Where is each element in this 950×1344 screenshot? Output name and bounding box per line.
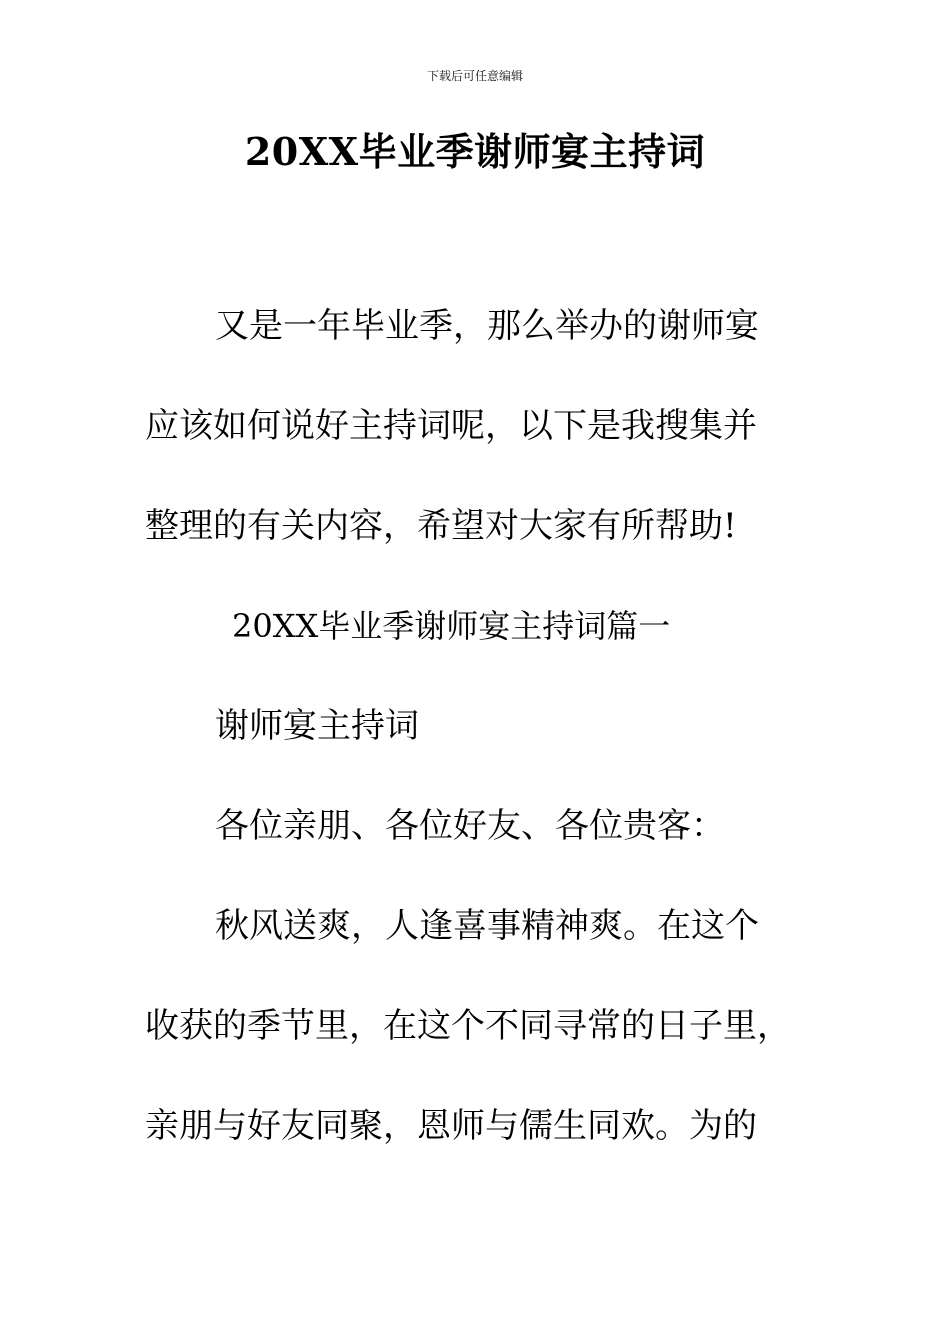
intro-line-3: 整理的有关内容，希望对大家有所帮助! — [145, 506, 737, 546]
intro-line-2: 应该如何说好主持词呢，以下是我搜集并 — [145, 406, 757, 446]
section-heading: 20XX毕业季谢师宴主持词篇一 — [232, 607, 671, 645]
intro-line-1: 又是一年毕业季，那么举办的谢师宴 — [215, 306, 759, 346]
greeting-line: 各位亲朋、各位好友、各位贵客： — [215, 806, 725, 846]
document-title: 20XX毕业季谢师宴主持词 — [244, 129, 706, 174]
speech-title: 谢师宴主持词 — [215, 706, 419, 746]
body-line-2: 收获的季节里，在这个不同寻常的日子里， — [145, 1006, 791, 1046]
body-line-3: 亲朋与好友同聚，恩师与儒生同欢。为的 — [145, 1106, 757, 1146]
body-line-1: 秋风送爽，人逢喜事精神爽。在这个 — [215, 906, 759, 946]
header-note: 下载后可任意编辑 — [426, 69, 523, 83]
